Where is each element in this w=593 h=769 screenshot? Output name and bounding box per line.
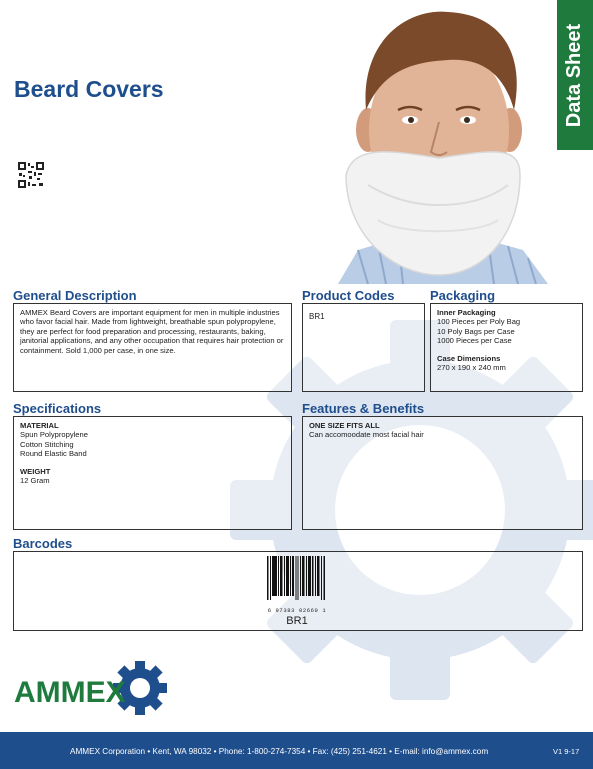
product-photo	[298, 0, 570, 284]
barcode-label: BR1	[286, 615, 308, 627]
general-description-text: AMMEX Beard Covers are important equipment for men in multiple industries who favor facial hair. Made from lightweight, breathable spun polypropylene, they are perfect for food preparation and processing, restaurants, baking, janitorial applications, and any other occupation that requires hair protection or containment. Sold 1,000 per case, in one size.	[20, 308, 284, 355]
weight-label: WEIGHT	[20, 466, 51, 476]
inner-packaging-label: Inner Packaging	[437, 308, 496, 317]
product-code: BR1	[309, 312, 325, 321]
specifications-title: Specifications	[13, 401, 102, 416]
barcodes-title: Barcodes	[13, 536, 73, 551]
features-label: ONE SIZE FITS ALL	[309, 421, 380, 430]
page-title: Beard Covers	[14, 76, 164, 102]
barcode-digits: 6 97383 02660 1	[267, 607, 327, 614]
product-codes-box	[302, 303, 425, 392]
features-title: Features & Benefits	[302, 401, 425, 416]
general-description-box	[13, 303, 292, 392]
barcode	[261, 556, 333, 626]
packaging-title: Packaging	[430, 288, 496, 303]
footer-version: V1 9-17	[553, 747, 580, 756]
features-text: Can accomoodate most facial hair	[309, 430, 424, 440]
material-line: Spun Polypropylene	[20, 430, 88, 440]
specifications-box	[13, 416, 292, 530]
features-box	[302, 416, 583, 530]
data-sheet-label: Data Sheet	[563, 23, 586, 127]
product-codes-title: Product Codes	[302, 288, 395, 303]
footer	[0, 732, 593, 769]
case-dimensions-value: 270 x 190 x 240 mm	[437, 363, 506, 373]
data-sheet-tab	[557, 0, 593, 150]
ammex-logo	[14, 658, 174, 728]
case-dimensions-label: Case Dimensions	[437, 353, 501, 363]
logo-text: AMMEX	[14, 676, 126, 709]
barcode-bars	[265, 556, 329, 600]
material-line: Cotton Stitching	[20, 439, 74, 449]
packaging-box	[430, 303, 583, 392]
weight-value: 12 Gram	[20, 476, 50, 486]
material-label: MATERIAL	[20, 421, 59, 430]
inner-packaging-line: 100 Pieces per Poly Bag	[437, 317, 521, 327]
inner-packaging-line: 1000 Pieces per Case	[437, 336, 512, 346]
general-description-title: General Description	[13, 288, 137, 303]
qr-code-icon	[18, 162, 44, 188]
footer-contact: AMMEX Corporation • Kent, WA 98032 • Phone: 1-800-274-7354 • Fax: (425) 251-4621 • E-mail: info@ammex.com	[70, 747, 489, 756]
inner-packaging-line: 10 Poly Bags per Case	[437, 326, 515, 336]
material-line: Round Elastic Band	[20, 449, 87, 459]
